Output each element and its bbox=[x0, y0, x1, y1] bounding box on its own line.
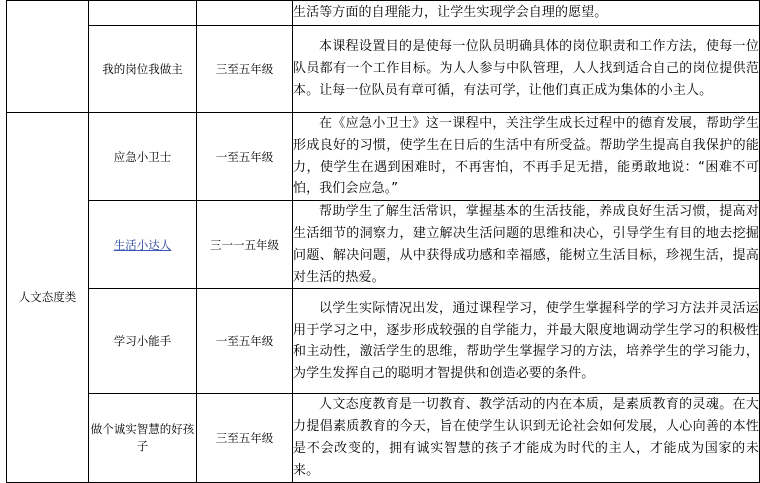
course-name-cell bbox=[89, 1, 197, 26]
table-row bbox=[7, 394, 760, 482]
course-name: 我的岗位我做主 bbox=[89, 26, 197, 113]
course-name: 学习小能手 bbox=[89, 289, 197, 394]
course-name: 应急小卫士 bbox=[89, 113, 197, 201]
table-row bbox=[7, 26, 760, 113]
table-row bbox=[7, 113, 760, 201]
grade-cell bbox=[197, 1, 293, 26]
curriculum-table bbox=[6, 0, 760, 483]
course-name bbox=[89, 201, 197, 289]
course-description: 本课程设置目的是使每一位队员明确具体的岗位职责和工作方法，使每一位队员都有一个工作目标。为人人参与中队管理，人人找到适合自己的岗位提供范本。让每一位队员有章可循，有法可学，让他们真正成为集体的小主人。 bbox=[293, 26, 760, 113]
grade-range: 三至五年级 bbox=[197, 394, 293, 482]
grade-range: 一至五年级 bbox=[197, 289, 293, 394]
grade-range: 一至五年级 bbox=[197, 113, 293, 201]
course-description: 生活等方面的自理能力，让学生实现学会自理的愿望。 bbox=[293, 1, 760, 26]
course-description: 在《应急小卫士》这一课程中，关注学生成长过程中的德育发展，帮助学生形成良好的习惯，使学生在日后的生活中有所受益。帮助学生提高自我保护的能力，使学生在遇到困难时，不再害怕，不再手足无措，能勇敢地说：“困难不可怕，我们会应急。” bbox=[293, 113, 760, 201]
course-name-link[interactable]: 生活小达人 bbox=[113, 237, 172, 252]
table-row bbox=[7, 289, 760, 394]
category-label: 人文态度类 bbox=[7, 113, 89, 483]
course-description: 以学生实际情况出发，通过课程学习，使学生掌握科学的学习方法并灵活运用于学习之中，逐步形成较强的自学能力，并最大限度地调动学生学习的积极性和主动性，激活学生的思维，帮助学生掌握学习的方法，培养学生的学习能力，为学生发挥自己的聪明才智提供和创造必要的条件。 bbox=[293, 289, 760, 394]
grade-range: 三至五年级 bbox=[197, 26, 293, 113]
course-description: 帮助学生了解生活常识，掌握基本的生活技能，养成良好生活习惯，提高对生活细节的洞察力，建立解决生活问题的思维和决心，引导学生有目的地去挖掘问题、解决问题，从中获得成功感和幸福感，能树立生活目标，珍视生活，提高对生活的热爱。 bbox=[293, 201, 760, 289]
table-row bbox=[7, 1, 760, 26]
table-row bbox=[7, 201, 760, 289]
course-name: 做个诚实智慧的好孩子 bbox=[89, 394, 197, 482]
category-cell-empty bbox=[7, 1, 89, 113]
course-description: 人文态度教育是一切教育、教学活动的内在本质，是素质教育的灵魂。在大力提倡素质教育的今天，旨在使学生认识到无论社会如何发展，人心向善的本性是不会改变的，拥有诚实智慧的孩子才能成为时代的主人，才能成为国家的未来。 bbox=[293, 394, 760, 482]
grade-range: 三一一五年级 bbox=[197, 201, 293, 289]
